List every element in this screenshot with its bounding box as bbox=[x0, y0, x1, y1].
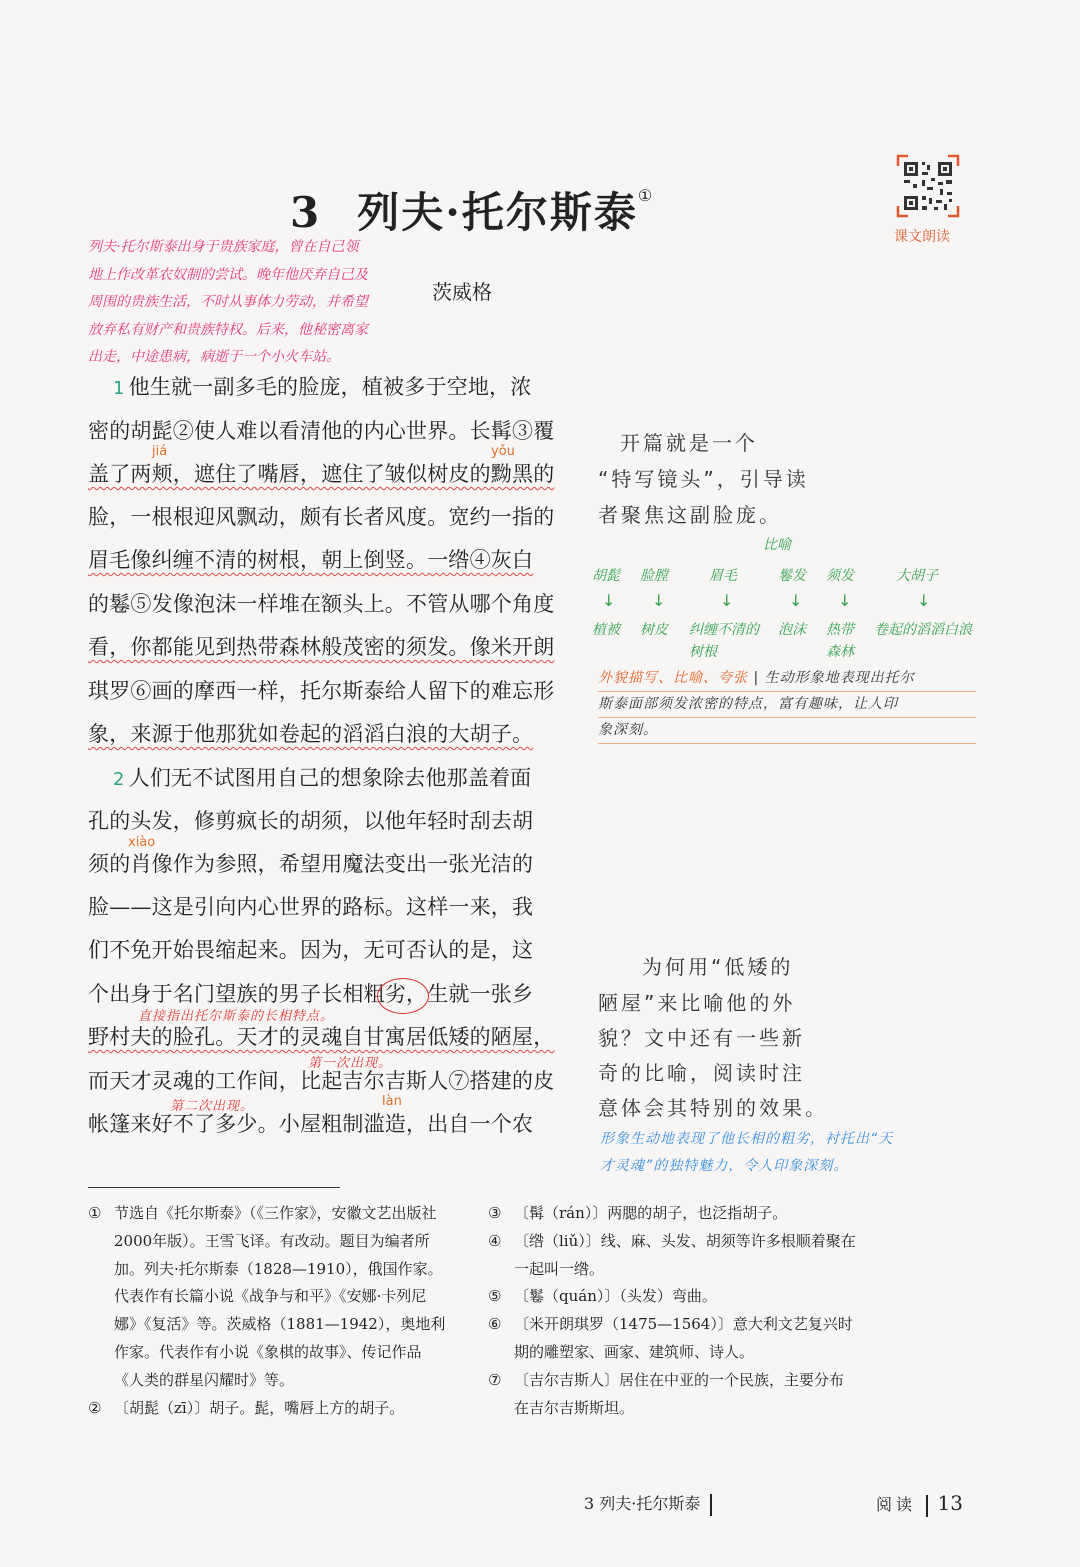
pink-note-line: 列夫·托尔斯泰出身于贵族家庭，曾在自己领 bbox=[88, 239, 359, 255]
side-note-line: “特写镜头”，引导读 bbox=[598, 467, 809, 491]
handwritten-note: 第一次出现。 bbox=[308, 1056, 393, 1071]
body-line: 眉毛像纠缠不清的树根，朝上倒竖。一绺④灰白 bbox=[88, 548, 534, 572]
footnote: ⑥ 〔米开朗琪罗（1475—1564）〕意大利文艺复兴时期的雕塑家、画家、建筑师、诗人。 bbox=[488, 1315, 853, 1361]
paragraph-number: 1 bbox=[113, 378, 125, 399]
side-note-line: 奇的比喻，阅读时注 bbox=[598, 1061, 805, 1085]
pinyin-annotation: jiá bbox=[152, 444, 168, 459]
body-line: 象，来源于他那犹如卷起的滔滔白浪的大胡子。 bbox=[88, 722, 534, 746]
vehicle-label: 热带森林 bbox=[826, 622, 854, 660]
down-arrow-icon: ↓ bbox=[917, 591, 931, 610]
body-line: 孔的头发，修剪疯长的胡须，以他年轻时刮去胡 bbox=[88, 809, 534, 833]
blue-handwritten-note: 才灵魂”的独特魅力，令人印象深刻。 bbox=[600, 1158, 849, 1174]
pinyin-annotation: xiào bbox=[128, 835, 156, 850]
footnote: ⑤ 〔鬈（quán）〕（头发）弯曲。 bbox=[488, 1287, 717, 1306]
vehicle-label: 树皮 bbox=[640, 622, 668, 638]
body-line: 须的肖像作为参照，希望用魔法变出一张光洁的 bbox=[88, 852, 534, 876]
footnote: ⑦ 〔吉尔吉斯人〕居住在中亚的一个民族，主要分布在吉尔吉斯斯坦。 bbox=[488, 1370, 845, 1417]
footnote: ① 节选自《托尔斯泰》（《三作家》，安徽文艺出版社2000年版）。王雪飞译。有改动。题目为编者所加。列夫·托尔斯泰（1828—1910），俄国作家。代表作有长篇小说《战争与和平》《安娜·卡列尼娜》《复活》等。茨威格（1881—1942），奥地利作家。代表作有小说《象棋的故事》、传记作品《人类的群星闪耀时》等。 bbox=[88, 1204, 446, 1389]
lesson-title bbox=[290, 180, 654, 240]
qr-code-icon[interactable] bbox=[896, 154, 960, 218]
footer-lesson: 3 列夫·托尔斯泰 bbox=[584, 1491, 722, 1516]
tenor-label: 眉毛 bbox=[709, 568, 737, 584]
body-line: 1 他生就一副多毛的脸庞，植被多于空地，浓 bbox=[113, 375, 532, 399]
body-line: 琪罗⑥画的摩西一样，托尔斯泰给人留下的难忘形 bbox=[88, 679, 555, 703]
footnotes-right bbox=[488, 1200, 858, 1422]
blue-handwritten-note: 形象生动地表现了他长相的粗劣，衬托出“天 bbox=[600, 1131, 894, 1147]
pink-note-line: 周围的贵族生活，不时从事体力劳动，并希望 bbox=[88, 294, 368, 310]
body-line: 们不免开始畏缩起来。因为，无可否认的是，这 bbox=[88, 938, 534, 962]
pink-note-line: 地上作改革农奴制的尝试。晚年他厌弃自己及 bbox=[88, 266, 368, 283]
down-arrow-icon: ↓ bbox=[720, 591, 734, 610]
body-line: 脸——这是引向内心世界的路标。这样一来，我 bbox=[88, 895, 534, 919]
body-line: 帐篷来好不了多少。小屋粗制滥造，出自一个农 bbox=[88, 1112, 534, 1136]
pinyin-annotation: làn bbox=[382, 1094, 402, 1109]
tenor-label: 须发 bbox=[826, 568, 854, 584]
vehicle-label: 泡沫 bbox=[778, 622, 806, 638]
summary-note: 外貌描写、比喻、夸张 | 生动形象地表现出托尔 斯泰面部须发浓密的特点，富有趣味，让人印 象深刻。 bbox=[598, 666, 976, 744]
handwritten-note: 直接指出托尔斯泰的长相特点。 bbox=[138, 1009, 335, 1024]
tenor-label: 胡髭 bbox=[592, 568, 620, 584]
tenor-label: 鬈发 bbox=[778, 568, 806, 584]
pink-note-line: 放弃私有财产和贵族特权。后来，他秘密离家 bbox=[88, 321, 368, 338]
footer-section: 阅读 13 bbox=[876, 1491, 963, 1515]
body-line: 2 人们无不试图用自己的想象除去他那盖着面 bbox=[113, 766, 532, 790]
footnote: ② 〔胡髭（zī）〕胡子。髭，嘴唇上方的胡子。 bbox=[88, 1398, 405, 1417]
qr-label[interactable]: 课文朗读 bbox=[894, 229, 950, 245]
body-line: 而天才灵魂的工作间，比起吉尔吉斯人⑦搭建的皮 bbox=[88, 1069, 555, 1093]
circle-mark bbox=[377, 978, 429, 1014]
body-line: 野村夫的脸孔。天才的灵魂自甘寓居低矮的陋屋， bbox=[88, 1025, 555, 1049]
side-note-line: 者聚焦这副脸庞。 bbox=[598, 503, 782, 527]
side-note-line: 貌？文中还有一些新 bbox=[598, 1026, 805, 1050]
footnote-divider bbox=[88, 1187, 340, 1188]
vehicle-label: 纠缠不清的树根 bbox=[689, 622, 759, 660]
handwritten-note: 第二次出现。 bbox=[170, 1099, 255, 1114]
pinyin-annotation: yǒu bbox=[491, 444, 515, 459]
pink-note-line: 出走，中途患病，病逝于一个小火车站。 bbox=[88, 349, 340, 365]
metaphor-label: 比喻 bbox=[763, 537, 791, 553]
down-arrow-icon: ↓ bbox=[789, 591, 803, 610]
vehicle-label: 植被 bbox=[592, 622, 620, 638]
author-name: 茨威格 bbox=[432, 280, 492, 304]
title-text: 列夫·托尔斯泰 bbox=[357, 188, 638, 237]
summary-highlight: 外貌描写、比喻、夸张 bbox=[598, 670, 748, 686]
body-line: 的鬈⑤发像泡沫一样堆在额头上。不管从哪个角度 bbox=[88, 592, 555, 616]
body-line: 密的胡髭②使人难以看清他的内心世界。长髯③覆 bbox=[88, 419, 555, 443]
body-line: 脸，一根根迎风飘动，颇有长者风度。宽约一指的 bbox=[88, 505, 555, 529]
title-note-mark: ① bbox=[637, 186, 655, 205]
lesson-number: 3 bbox=[290, 188, 322, 237]
footnote: ④ 〔绺（liǔ）〕线、麻、头发、胡须等许多根顺着聚在一起叫一绺。 bbox=[488, 1231, 856, 1278]
tenor-label: 脸膛 bbox=[640, 568, 668, 584]
paragraph-number: 2 bbox=[113, 769, 125, 790]
side-note-line: 为何用“低矮的 bbox=[642, 955, 794, 979]
side-note-line: 意体会其特别的效果。 bbox=[598, 1096, 828, 1120]
side-note-line: 开篇就是一个 bbox=[620, 431, 758, 455]
footnote: ③ 〔髯（rán）〕两腮的胡子，也泛指胡子。 bbox=[488, 1204, 788, 1222]
down-arrow-icon: ↓ bbox=[652, 591, 666, 610]
tenor-label: 大胡子 bbox=[896, 568, 938, 584]
pink-handwritten-note bbox=[88, 234, 433, 372]
page-number: 13 bbox=[937, 1491, 963, 1515]
body-line: 个出身于名门望族的男子长相粗劣，生就一张乡 bbox=[88, 982, 534, 1006]
body-line: 看，你都能见到热带森林般茂密的须发。像米开朗 bbox=[88, 635, 555, 659]
down-arrow-icon: ↓ bbox=[602, 591, 616, 610]
down-arrow-icon: ↓ bbox=[838, 591, 852, 610]
vehicle-label: 卷起的滔滔白浪 bbox=[874, 622, 972, 638]
body-line: 盖了两颊，遮住了嘴唇，遮住了皱似树皮的黝黑的 bbox=[88, 462, 555, 486]
side-note-line: 陋屋”来比喻他的外 bbox=[598, 991, 796, 1015]
footnotes-left bbox=[88, 1200, 448, 1422]
